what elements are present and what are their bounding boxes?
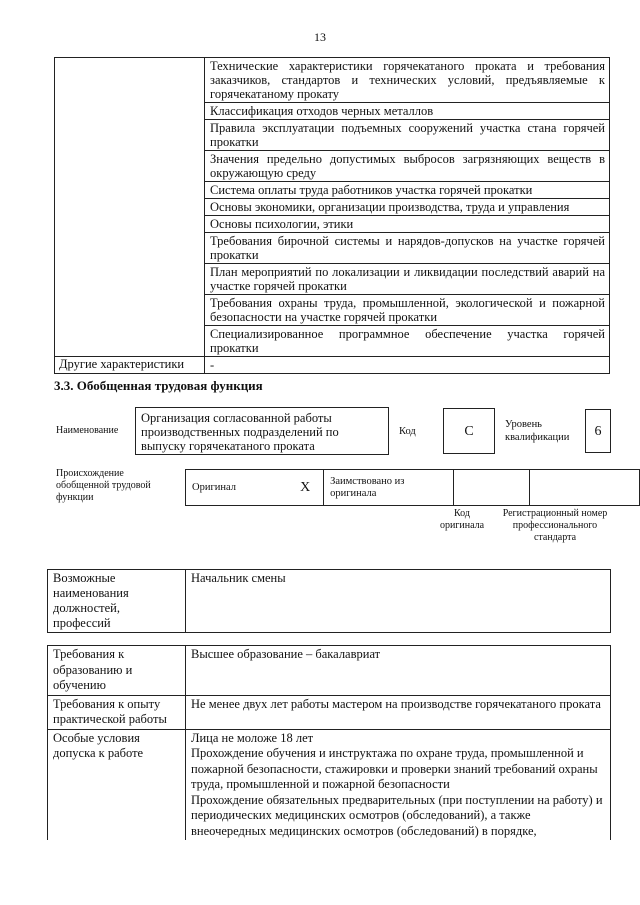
table-row xyxy=(48,729,611,840)
education-label-text: Требования к образованию и обучению xyxy=(53,647,133,692)
table-row xyxy=(186,470,640,506)
section-heading: 3.3. Обобщенная трудовая функция xyxy=(54,378,263,393)
reg-number-cell xyxy=(530,470,640,506)
qualification-level-box: 6 xyxy=(585,409,611,453)
education-value: Высшее образование – бакалавриат xyxy=(186,646,611,696)
condition-item: Прохождение обязательных предварительных (при поступлении на работу) и периодических медицинских осмотров (обследований), а также внеочередных медицинских осмотров (обследований) в порядке, xyxy=(191,792,603,838)
code-original-cell xyxy=(454,470,530,506)
conditions-label-text: Особые условия допуска к работе xyxy=(53,730,144,760)
code-label: Код xyxy=(399,426,416,437)
table-cell-empty xyxy=(55,58,205,357)
requirement-item: Требования бирочной системы и нарядов-допусков на участке горячей прокатки xyxy=(205,233,610,264)
positions-table xyxy=(47,569,611,633)
conditions-value xyxy=(186,729,611,840)
knowledge-table xyxy=(54,57,610,374)
table-row xyxy=(55,58,610,103)
condition-item: Лица не моложе 18 лет xyxy=(191,730,314,745)
table-row xyxy=(48,570,611,633)
requirements-table xyxy=(47,645,611,840)
table-row xyxy=(55,357,610,374)
experience-value: Не менее двух лет работы мастером на производстве горячекатаного проката xyxy=(186,695,611,729)
conditions-label xyxy=(48,729,186,840)
code-box: C xyxy=(443,408,495,454)
requirement-item: Правила эксплуатации подъемных сооружений участка стана горячей прокатки xyxy=(205,120,610,151)
positions-label xyxy=(48,570,186,633)
condition-item: Прохождение обучения и инструктажа по охране труда, промышленной и пожарной безопасности, стажировки и проверки знаний требований охраны труда, промышленной и пожарной безопасности xyxy=(191,746,598,791)
code-original-caption: Код оригинала xyxy=(439,508,485,531)
positions-value: Начальник смены xyxy=(186,570,611,633)
level-label-text: Уровень квалификации xyxy=(505,419,570,443)
other-characteristics-label: Другие характеристики xyxy=(55,357,205,374)
requirement-item: План мероприятий по локализации и ликвидации последствий аварий на участке горячей прокатки xyxy=(205,264,610,295)
table-row xyxy=(48,695,611,729)
borrowed-label: Заимствовано из оригинала xyxy=(324,470,454,506)
education-label xyxy=(48,646,186,696)
reg-number-caption: Регистрационный номер профессионального стандарта xyxy=(502,508,608,543)
name-label: Наименование xyxy=(56,425,119,436)
requirement-item: Основы психологии, этики xyxy=(205,216,610,233)
qualification-level-label xyxy=(505,418,577,444)
requirement-item: Требования охраны труда, промышленной, экологической и пожарной безопасности на участке горячей прокатки xyxy=(205,295,610,326)
requirement-item: Технические характеристики горячекатаного проката и требования заказчиков, стандартов и технических условий, предъявляемые к горячекатаному прокату xyxy=(205,58,610,103)
positions-label-text: Возможные наименования должностей, профессий xyxy=(53,571,129,630)
requirement-item: Специализированное программное обеспечение участка горячей прокатки xyxy=(205,326,610,357)
table-row xyxy=(48,646,611,696)
function-name-box: Организация согласованной работы производственных подразделений по выпуску горячекатаного проката xyxy=(135,407,389,455)
requirement-item: Классификация отходов черных металлов xyxy=(205,103,610,120)
origin-label-text: Происхождение обобщенной трудовой функции xyxy=(56,468,151,503)
page-number: 13 xyxy=(314,30,326,44)
requirement-item: Значения предельно допустимых выбросов загрязняющих веществ в окружающую среду xyxy=(205,151,610,182)
other-characteristics-value: - xyxy=(205,357,610,374)
original-label: Оригинал xyxy=(186,470,288,506)
origin-table xyxy=(185,469,640,506)
requirement-item: Система оплаты труда работников участка горячей прокатки xyxy=(205,182,610,199)
experience-label: Требования к опыту практической работы xyxy=(48,695,186,729)
original-mark: X xyxy=(287,470,323,506)
requirement-item: Основы экономики, организации производства, труда и управления xyxy=(205,199,610,216)
origin-label xyxy=(56,468,168,504)
